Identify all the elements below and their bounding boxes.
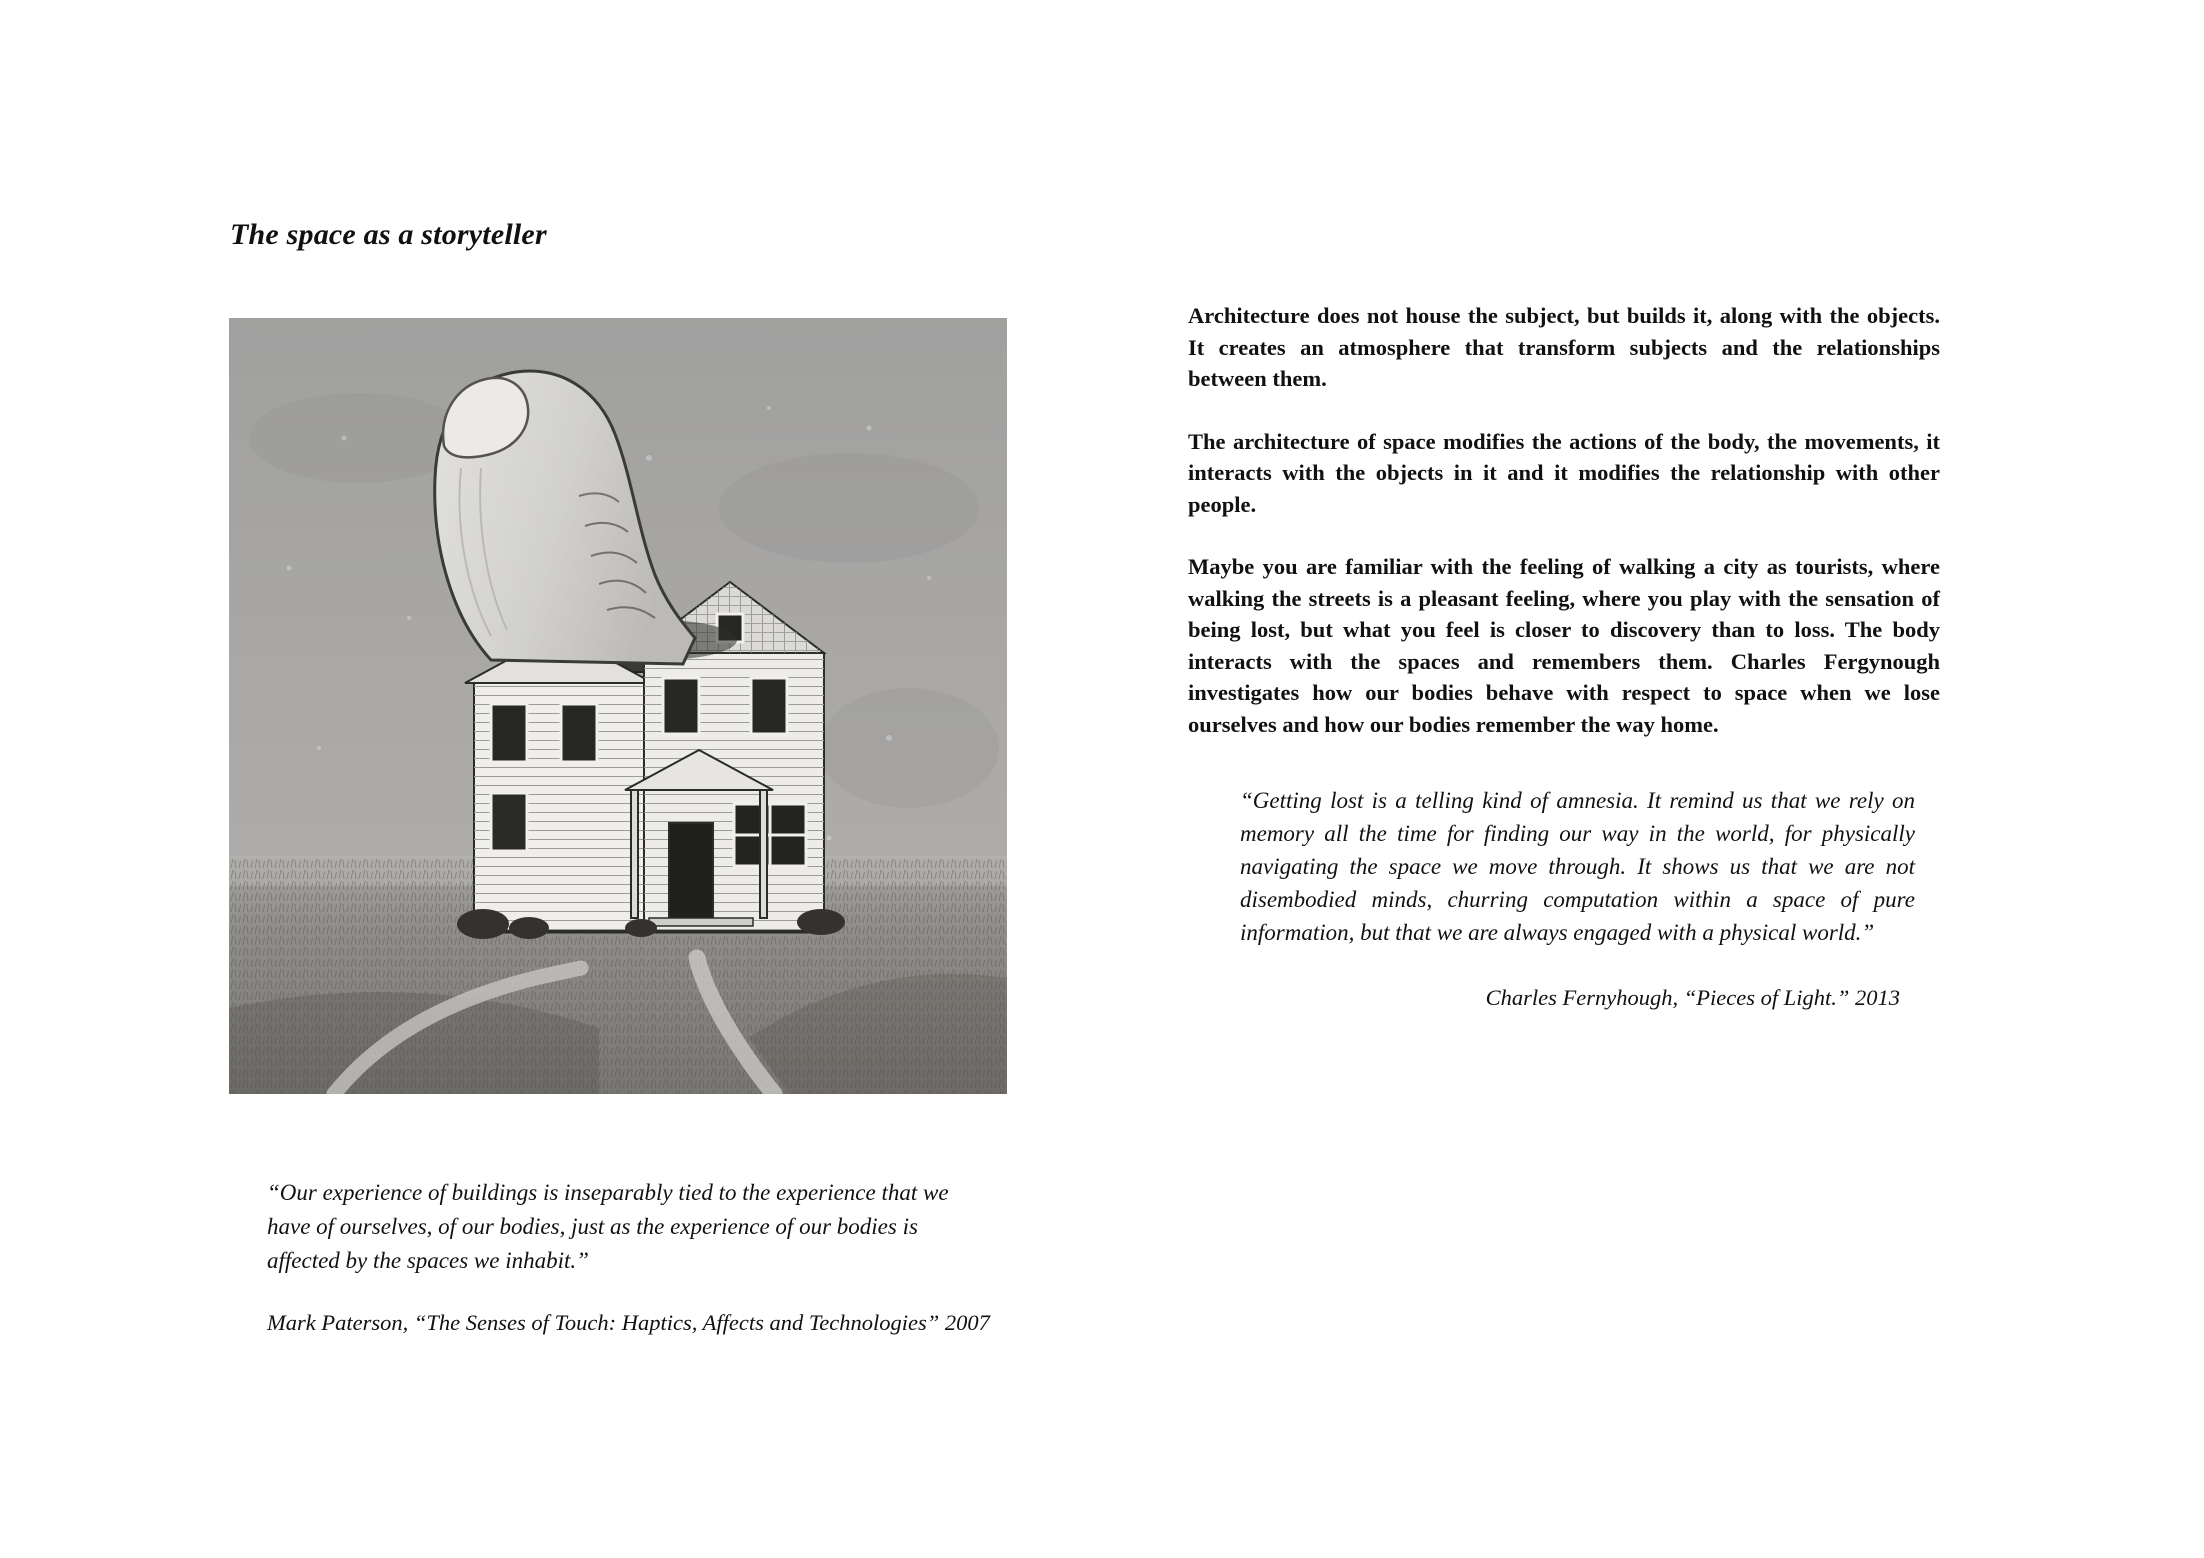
left-quote-attribution: Mark Paterson, “The Senses of Touch: Haptics, Affects and Technologies” 2007 [267, 1310, 990, 1335]
right-quote: “Getting lost is a telling kind of amnesia. It remind us that we rely on memory all the time for finding our way in the world, for physically navigating the space we move through. It shows us that we are not disembodied minds, churring computation within a space of pure information, but that we are always engaged with a physical world.” [1240, 788, 1915, 945]
body-paragraph: The architecture of space modifies the actions of the body, the movements, it interacts with the objects in it and it modifies the relationship with other people. [1188, 428, 1940, 517]
right-quote-attribution: Charles Fernyhough, “Pieces of Light.” 2013 [1485, 985, 1900, 1010]
body-paragraph: Architecture does not house the subject, but builds it, along with the objects. It creates an atmosphere that transform subjects and the relationships between them. [1188, 303, 1940, 391]
left-quote: “Our experience of buildings is inseparably tied to the experience that we have of ourselves, of our bodies, just as the experience of our bodies is affected by the spaces we inhabit.” [267, 1180, 949, 1273]
body-paragraph: Maybe you are familiar with the feeling of walking a city as tourists, where walking the streets is a pleasant feeling, where you play with the sensation of being lost, but what you feel is closer to discovery than to loss. The body interacts with the spaces and remembers them. Charles Fergynough investigates how our bodies behave with respect to space when we lose ourselves and how our bodies remember the way home. [1188, 554, 1940, 737]
left-column [229, 318, 1019, 1336]
right-column [1188, 300, 1940, 1011]
finger-house-illustration [229, 318, 1007, 1094]
page-title: The space as a storyteller [230, 218, 547, 252]
